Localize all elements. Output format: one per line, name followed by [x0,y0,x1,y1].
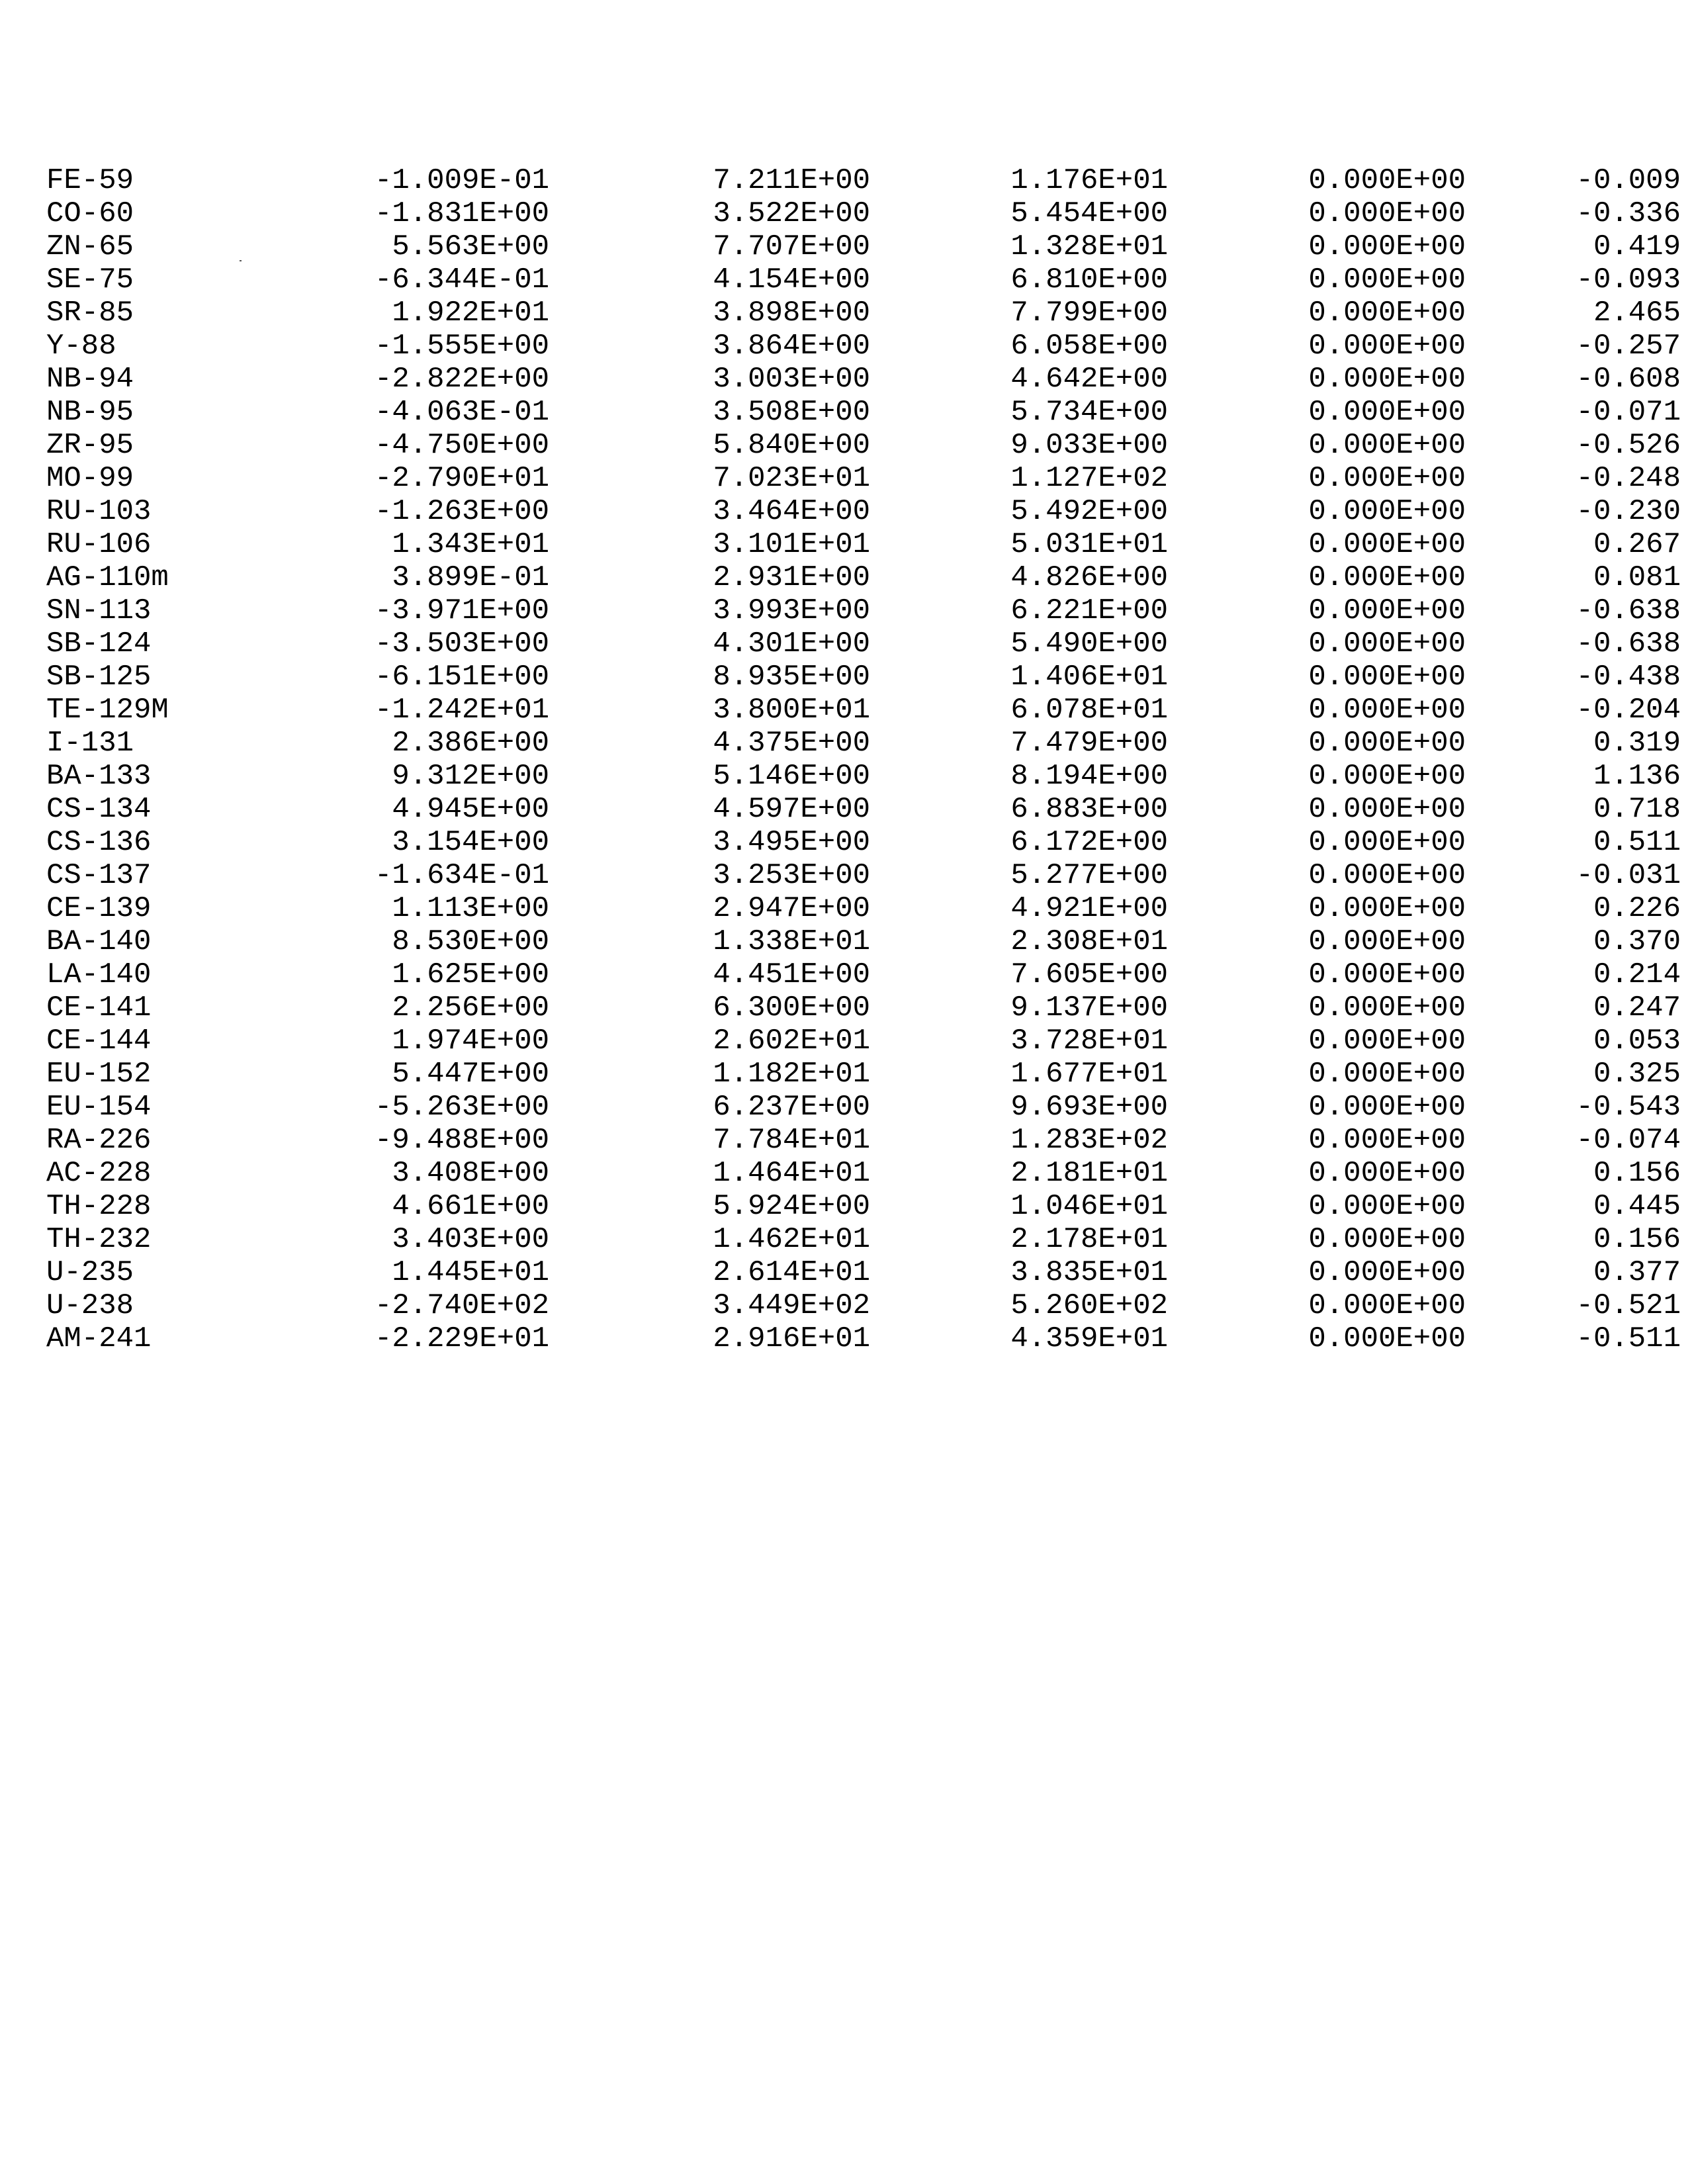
table-row [46,1157,1681,1190]
activity-value-cell: 9.312E+00 [392,760,549,793]
ratio-value-cell: -0.638 [1576,627,1681,660]
nuclide-name-cell: BA-140 [46,925,152,958]
ratio-value-cell: 0.053 [1593,1024,1681,1058]
table-row [46,1289,1681,1322]
uncertainty-value-cell: 6.237E+00 [713,1091,870,1124]
uncertainty-value-cell: 7.211E+00 [713,164,870,197]
table-row [46,1190,1681,1223]
activity-value-cell: -1.831E+00 [374,197,549,230]
uncertainty-value-cell: 1.338E+01 [713,925,870,958]
ratio-value-cell: 0.319 [1593,727,1681,760]
activity-value-cell: 8.530E+00 [392,925,549,958]
table-row [46,495,1681,528]
mda-value-cell: 3.728E+01 [1010,1024,1168,1058]
zero-value-cell: 0.000E+00 [1308,164,1466,197]
nuclide-name-cell: FE-59 [46,164,134,197]
ratio-value-cell: 0.511 [1593,826,1681,859]
zero-value-cell: 0.000E+00 [1308,694,1466,727]
mda-value-cell: 6.058E+00 [1010,330,1168,363]
zero-value-cell: 0.000E+00 [1308,991,1466,1024]
zero-value-cell: 0.000E+00 [1308,727,1466,760]
mda-value-cell: 2.308E+01 [1010,925,1168,958]
table-row [46,1256,1681,1289]
nuclide-name-cell: CE-141 [46,991,152,1024]
uncertainty-value-cell: 5.146E+00 [713,760,870,793]
ratio-value-cell: 0.214 [1593,958,1681,991]
uncertainty-value-cell: 5.840E+00 [713,429,870,462]
ratio-value-cell: -0.526 [1576,429,1681,462]
ratio-value-cell: -0.074 [1576,1124,1681,1157]
zero-value-cell: 0.000E+00 [1308,1223,1466,1256]
zero-value-cell: 0.000E+00 [1308,958,1466,991]
uncertainty-value-cell: 3.003E+00 [713,363,870,396]
uncertainty-value-cell: 7.707E+00 [713,230,870,263]
mda-value-cell: 1.283E+02 [1010,1124,1168,1157]
zero-value-cell: 0.000E+00 [1308,1091,1466,1124]
ratio-value-cell: 0.156 [1593,1223,1681,1256]
mda-value-cell: 6.221E+00 [1010,594,1168,627]
mda-value-cell: 5.492E+00 [1010,495,1168,528]
activity-value-cell: 3.403E+00 [392,1223,549,1256]
uncertainty-value-cell: 7.784E+01 [713,1124,870,1157]
activity-value-cell: 1.343E+01 [392,528,549,561]
ratio-value-cell: 0.156 [1593,1157,1681,1190]
mda-value-cell: 1.328E+01 [1010,230,1168,263]
nuclide-name-cell: SN-113 [46,594,152,627]
uncertainty-value-cell: 4.154E+00 [713,263,870,296]
mda-value-cell: 5.031E+01 [1010,528,1168,561]
zero-value-cell: 0.000E+00 [1308,230,1466,263]
nuclide-name-cell: U-238 [46,1289,134,1322]
zero-value-cell: 0.000E+00 [1308,760,1466,793]
zero-value-cell: 0.000E+00 [1308,826,1466,859]
activity-value-cell: 4.661E+00 [392,1190,549,1223]
zero-value-cell: 0.000E+00 [1308,892,1466,925]
ratio-value-cell: -0.543 [1576,1091,1681,1124]
uncertainty-value-cell: 4.375E+00 [713,727,870,760]
mda-value-cell: 1.176E+01 [1010,164,1168,197]
activity-value-cell: -1.263E+00 [374,495,549,528]
uncertainty-value-cell: 2.916E+01 [713,1322,870,1355]
activity-value-cell: -2.740E+02 [374,1289,549,1322]
nuclide-name-cell: LA-140 [46,958,152,991]
ratio-value-cell: -0.031 [1576,859,1681,892]
ratio-value-cell: -0.336 [1576,197,1681,230]
uncertainty-value-cell: 1.182E+01 [713,1058,870,1091]
ratio-value-cell: 0.445 [1593,1190,1681,1223]
mda-value-cell: 1.677E+01 [1010,1058,1168,1091]
table-row [46,164,1681,197]
uncertainty-value-cell: 3.993E+00 [713,594,870,627]
uncertainty-value-cell: 3.898E+00 [713,296,870,330]
table-row [46,462,1681,495]
uncertainty-value-cell: 2.931E+00 [713,561,870,594]
nuclide-name-cell: AC-228 [46,1157,152,1190]
zero-value-cell: 0.000E+00 [1308,1322,1466,1355]
ratio-value-cell: -0.638 [1576,594,1681,627]
nuclide-name-cell: CO-60 [46,197,134,230]
table-row [46,594,1681,627]
mda-value-cell: 6.883E+00 [1010,793,1168,826]
table-row [46,694,1681,727]
ratio-value-cell: -0.230 [1576,495,1681,528]
ratio-value-cell: -0.248 [1576,462,1681,495]
ratio-value-cell: 0.081 [1593,561,1681,594]
uncertainty-value-cell: 3.864E+00 [713,330,870,363]
zero-value-cell: 0.000E+00 [1308,495,1466,528]
activity-value-cell: -4.063E-01 [374,396,549,429]
nuclide-name-cell: RA-226 [46,1124,152,1157]
activity-value-cell: 4.945E+00 [392,793,549,826]
nuclide-name-cell: BA-133 [46,760,152,793]
table-row [46,396,1681,429]
nuclide-name-cell: CS-136 [46,826,152,859]
nuclide-name-cell: EU-152 [46,1058,152,1091]
ratio-value-cell: -0.009 [1576,164,1681,197]
table-row [46,859,1681,892]
nuclide-name-cell: TE-129M [46,694,169,727]
table-row [46,727,1681,760]
uncertainty-value-cell: 6.300E+00 [713,991,870,1024]
zero-value-cell: 0.000E+00 [1308,925,1466,958]
activity-value-cell: -1.242E+01 [374,694,549,727]
zero-value-cell: 0.000E+00 [1308,627,1466,660]
uncertainty-value-cell: 3.522E+00 [713,197,870,230]
mda-value-cell: 7.479E+00 [1010,727,1168,760]
table-row [46,330,1681,363]
table-row [46,528,1681,561]
table-row [46,991,1681,1024]
mda-value-cell: 9.137E+00 [1010,991,1168,1024]
mda-value-cell: 1.046E+01 [1010,1190,1168,1223]
zero-value-cell: 0.000E+00 [1308,793,1466,826]
ratio-value-cell: -0.071 [1576,396,1681,429]
uncertainty-value-cell: 3.495E+00 [713,826,870,859]
mda-value-cell: 9.033E+00 [1010,429,1168,462]
ratio-value-cell: -0.093 [1576,263,1681,296]
zero-value-cell: 0.000E+00 [1308,197,1466,230]
zero-value-cell: 0.000E+00 [1308,1157,1466,1190]
ratio-value-cell: 0.226 [1593,892,1681,925]
table-row [46,1124,1681,1157]
zero-value-cell: 0.000E+00 [1308,429,1466,462]
nuclide-name-cell: RU-106 [46,528,152,561]
uncertainty-value-cell: 4.451E+00 [713,958,870,991]
activity-value-cell: 1.625E+00 [392,958,549,991]
nuclide-name-cell: U-235 [46,1256,134,1289]
activity-value-cell: -2.790E+01 [374,462,549,495]
zero-value-cell: 0.000E+00 [1308,296,1466,330]
zero-value-cell: 0.000E+00 [1308,1058,1466,1091]
mda-value-cell: 1.127E+02 [1010,462,1168,495]
zero-value-cell: 0.000E+00 [1308,462,1466,495]
table-row [46,197,1681,230]
zero-value-cell: 0.000E+00 [1308,561,1466,594]
mda-value-cell: 5.454E+00 [1010,197,1168,230]
mda-value-cell: 7.799E+00 [1010,296,1168,330]
nuclide-name-cell: AG-110m [46,561,169,594]
activity-value-cell: 2.256E+00 [392,991,549,1024]
mda-value-cell: 4.921E+00 [1010,892,1168,925]
activity-value-cell: -3.971E+00 [374,594,549,627]
uncertainty-value-cell: 3.464E+00 [713,495,870,528]
uncertainty-value-cell: 4.597E+00 [713,793,870,826]
activity-value-cell: -2.822E+00 [374,363,549,396]
mda-value-cell: 7.605E+00 [1010,958,1168,991]
zero-value-cell: 0.000E+00 [1308,660,1466,694]
uncertainty-value-cell: 4.301E+00 [713,627,870,660]
nuclide-results-table [46,164,1681,1355]
uncertainty-value-cell: 2.614E+01 [713,1256,870,1289]
nuclide-name-cell: CS-134 [46,793,152,826]
table-row [46,263,1681,296]
table-row [46,958,1681,991]
zero-value-cell: 0.000E+00 [1308,528,1466,561]
ratio-value-cell: -0.521 [1576,1289,1681,1322]
nuclide-name-cell: I-131 [46,727,134,760]
ratio-value-cell: -0.204 [1576,694,1681,727]
uncertainty-value-cell: 8.935E+00 [713,660,870,694]
zero-value-cell: 0.000E+00 [1308,1190,1466,1223]
mda-value-cell: 4.826E+00 [1010,561,1168,594]
mda-value-cell: 5.260E+02 [1010,1289,1168,1322]
mda-value-cell: 5.490E+00 [1010,627,1168,660]
table-row [46,363,1681,396]
nuclide-name-cell: MO-99 [46,462,134,495]
nuclide-name-cell: SE-75 [46,263,134,296]
table-row [46,793,1681,826]
ratio-value-cell: 0.247 [1593,991,1681,1024]
activity-value-cell: 3.899E-01 [392,561,549,594]
ratio-value-cell: 1.136 [1593,760,1681,793]
activity-value-cell: 3.408E+00 [392,1157,549,1190]
activity-value-cell: 5.563E+00 [392,230,549,263]
table-row [46,760,1681,793]
activity-value-cell: 5.447E+00 [392,1058,549,1091]
ratio-value-cell: -0.511 [1576,1322,1681,1355]
zero-value-cell: 0.000E+00 [1308,1289,1466,1322]
activity-value-cell: -4.750E+00 [374,429,549,462]
activity-value-cell: -2.229E+01 [374,1322,549,1355]
uncertainty-value-cell: 5.924E+00 [713,1190,870,1223]
activity-value-cell: 2.386E+00 [392,727,549,760]
nuclide-name-cell: CE-144 [46,1024,152,1058]
table-row [46,826,1681,859]
table-row [46,892,1681,925]
zero-value-cell: 0.000E+00 [1308,330,1466,363]
table-row [46,296,1681,330]
uncertainty-value-cell: 1.462E+01 [713,1223,870,1256]
uncertainty-value-cell: 3.253E+00 [713,859,870,892]
activity-value-cell: -1.555E+00 [374,330,549,363]
table-row [46,1058,1681,1091]
activity-value-cell: -9.488E+00 [374,1124,549,1157]
ratio-value-cell: 0.370 [1593,925,1681,958]
uncertainty-value-cell: 2.947E+00 [713,892,870,925]
table-row [46,627,1681,660]
table-row [46,230,1681,263]
ratio-value-cell: -0.608 [1576,363,1681,396]
nuclide-name-cell: CE-139 [46,892,152,925]
activity-value-cell: -6.344E-01 [374,263,549,296]
nuclide-name-cell: ZN-65 [46,230,134,263]
mda-value-cell: 6.810E+00 [1010,263,1168,296]
mda-value-cell: 5.734E+00 [1010,396,1168,429]
activity-value-cell: 1.445E+01 [392,1256,549,1289]
ratio-value-cell: 0.419 [1593,230,1681,263]
uncertainty-value-cell: 7.023E+01 [713,462,870,495]
nuclide-name-cell: NB-94 [46,363,134,396]
activity-value-cell: -1.634E-01 [374,859,549,892]
mda-value-cell: 6.172E+00 [1010,826,1168,859]
nuclide-name-cell: ZR-95 [46,429,134,462]
activity-value-cell: 1.974E+00 [392,1024,549,1058]
uncertainty-value-cell: 3.508E+00 [713,396,870,429]
table-row [46,660,1681,694]
activity-value-cell: -5.263E+00 [374,1091,549,1124]
activity-value-cell: -1.009E-01 [374,164,549,197]
mda-value-cell: 2.178E+01 [1010,1223,1168,1256]
mda-value-cell: 5.277E+00 [1010,859,1168,892]
uncertainty-value-cell: 2.602E+01 [713,1024,870,1058]
table-row [46,429,1681,462]
zero-value-cell: 0.000E+00 [1308,1256,1466,1289]
nuclide-name-cell: RU-103 [46,495,152,528]
nuclide-name-cell: SR-85 [46,296,134,330]
activity-value-cell: 3.154E+00 [392,826,549,859]
mda-value-cell: 9.693E+00 [1010,1091,1168,1124]
mda-value-cell: 3.835E+01 [1010,1256,1168,1289]
ratio-value-cell: 2.465 [1593,296,1681,330]
table-row [46,1322,1681,1355]
nuclide-name-cell: EU-154 [46,1091,152,1124]
ratio-value-cell: -0.438 [1576,660,1681,694]
table-row [46,1223,1681,1256]
ratio-value-cell: 0.325 [1593,1058,1681,1091]
nuclide-name-cell: Y-88 [46,330,116,363]
uncertainty-value-cell: 3.449E+02 [713,1289,870,1322]
zero-value-cell: 0.000E+00 [1308,1124,1466,1157]
ratio-value-cell: 0.718 [1593,793,1681,826]
mda-value-cell: 4.642E+00 [1010,363,1168,396]
ratio-value-cell: 0.377 [1593,1256,1681,1289]
zero-value-cell: 0.000E+00 [1308,363,1466,396]
uncertainty-value-cell: 3.800E+01 [713,694,870,727]
mda-value-cell: 2.181E+01 [1010,1157,1168,1190]
activity-value-cell: 1.113E+00 [392,892,549,925]
mda-value-cell: 1.406E+01 [1010,660,1168,694]
ratio-value-cell: -0.257 [1576,330,1681,363]
uncertainty-value-cell: 3.101E+01 [713,528,870,561]
nuclide-name-cell: AM-241 [46,1322,152,1355]
table-row [46,925,1681,958]
zero-value-cell: 0.000E+00 [1308,396,1466,429]
mda-value-cell: 6.078E+01 [1010,694,1168,727]
table-row [46,1024,1681,1058]
table-row [46,1091,1681,1124]
zero-value-cell: 0.000E+00 [1308,1024,1466,1058]
zero-value-cell: 0.000E+00 [1308,263,1466,296]
nuclide-name-cell: SB-124 [46,627,152,660]
nuclide-name-cell: NB-95 [46,396,134,429]
uncertainty-value-cell: 1.464E+01 [713,1157,870,1190]
nuclide-name-cell: CS-137 [46,859,152,892]
mda-value-cell: 4.359E+01 [1010,1322,1168,1355]
activity-value-cell: -3.503E+00 [374,627,549,660]
nuclide-name-cell: SB-125 [46,660,152,694]
nuclide-name-cell: TH-232 [46,1223,152,1256]
table-row [46,561,1681,594]
nuclide-name-cell: TH-228 [46,1190,152,1223]
activity-value-cell: 1.922E+01 [392,296,549,330]
mda-value-cell: 8.194E+00 [1010,760,1168,793]
activity-value-cell: -6.151E+00 [374,660,549,694]
zero-value-cell: 0.000E+00 [1308,859,1466,892]
zero-value-cell: 0.000E+00 [1308,594,1466,627]
ratio-value-cell: 0.267 [1593,528,1681,561]
